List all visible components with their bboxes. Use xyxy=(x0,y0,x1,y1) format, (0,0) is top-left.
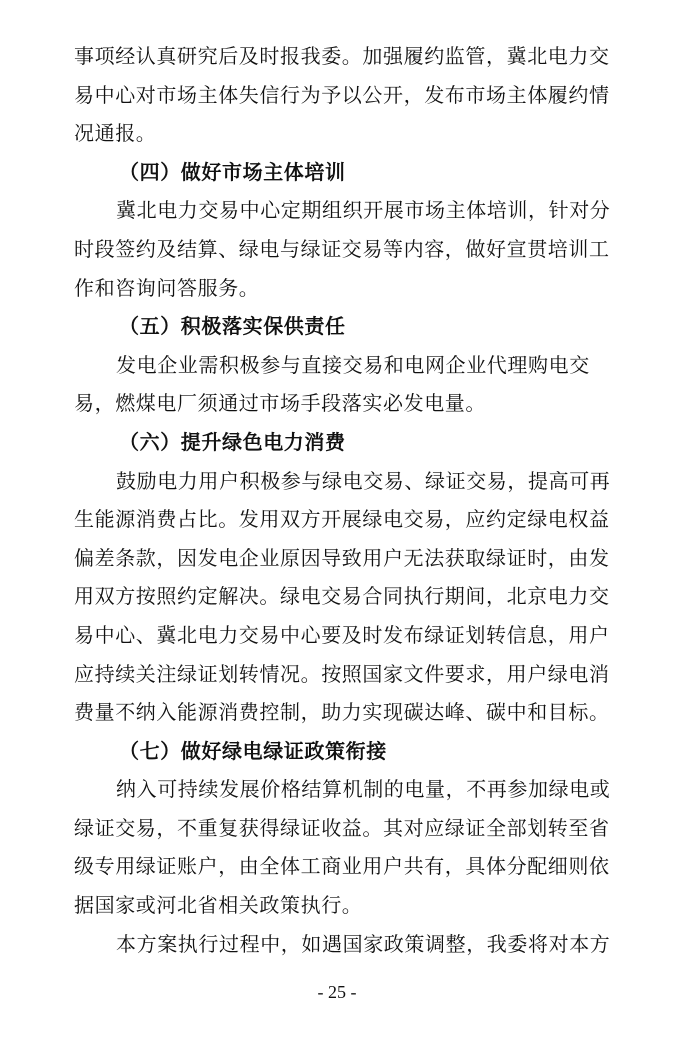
text-line: 本方案执行过程中，如遇国家政策调整，我委将对本方 xyxy=(116,931,611,956)
text-line: 级专用绿证账户，由全体工商业用户共有，具体分配细则依 xyxy=(74,854,610,879)
text-line: 发电企业需积极参与直接交易和电网企业代理购电交 xyxy=(116,352,590,377)
section-heading: （六）提升绿色电力消费 xyxy=(119,429,346,454)
text-line: 纳入可持续发展价格结算机制的电量，不再参加绿电或 xyxy=(116,777,611,802)
text-line: 况通报。 xyxy=(74,121,157,146)
text-line: 鼓励电力用户积极参与绿电交易、绿证交易，提高可再 xyxy=(116,468,611,493)
document-body xyxy=(74,37,629,963)
text-line: 作和咨询问答服务。 xyxy=(74,275,260,300)
text-line: 易中心、冀北电力交易中心要及时发布绿证划转信息，用户 xyxy=(74,622,610,647)
section-heading: （七）做好绿电绿证政策衔接 xyxy=(119,738,387,763)
text-line: 时段签约及结算、绿电与绿证交易等内容，做好宣贯培训工 xyxy=(74,236,610,261)
text-line: 据国家或河北省相关政策执行。 xyxy=(74,893,363,918)
page-number: - 25 - xyxy=(317,982,357,1002)
text-line: 绿证交易，不重复获得绿证收益。其对应绿证全部划转至省 xyxy=(74,815,610,840)
text-line: 应持续关注绿证划转情况。按照国家文件要求，用户绿电消 xyxy=(74,661,610,686)
text-line: 易，燃煤电厂须通过市场手段落实必发电量。 xyxy=(74,391,486,416)
text-line: 生能源消费占比。发用双方开展绿电交易，应约定绿电权益 xyxy=(74,507,610,532)
text-line: 用双方按照约定解决。绿电交易合同执行期间，北京电力交 xyxy=(74,584,610,609)
text-line: 冀北电力交易中心定期组织开展市场主体培训，针对分 xyxy=(116,198,611,223)
text-line: 易中心对市场主体失信行为予以公开，发布市场主体履约情 xyxy=(74,82,610,107)
text-line: 费量不纳入能源消费控制，助力实现碳达峰、碳中和目标。 xyxy=(74,700,610,725)
text-line: 事项经认真研究后及时报我委。加强履约监管，冀北电力交 xyxy=(74,44,610,68)
section-heading: （五）积极落实保供责任 xyxy=(119,314,346,339)
text-line: 偏差条款，因发电企业原因导致用户无法获取绿证时，由发 xyxy=(74,545,610,570)
section-heading: （四）做好市场主体培训 xyxy=(119,159,346,184)
